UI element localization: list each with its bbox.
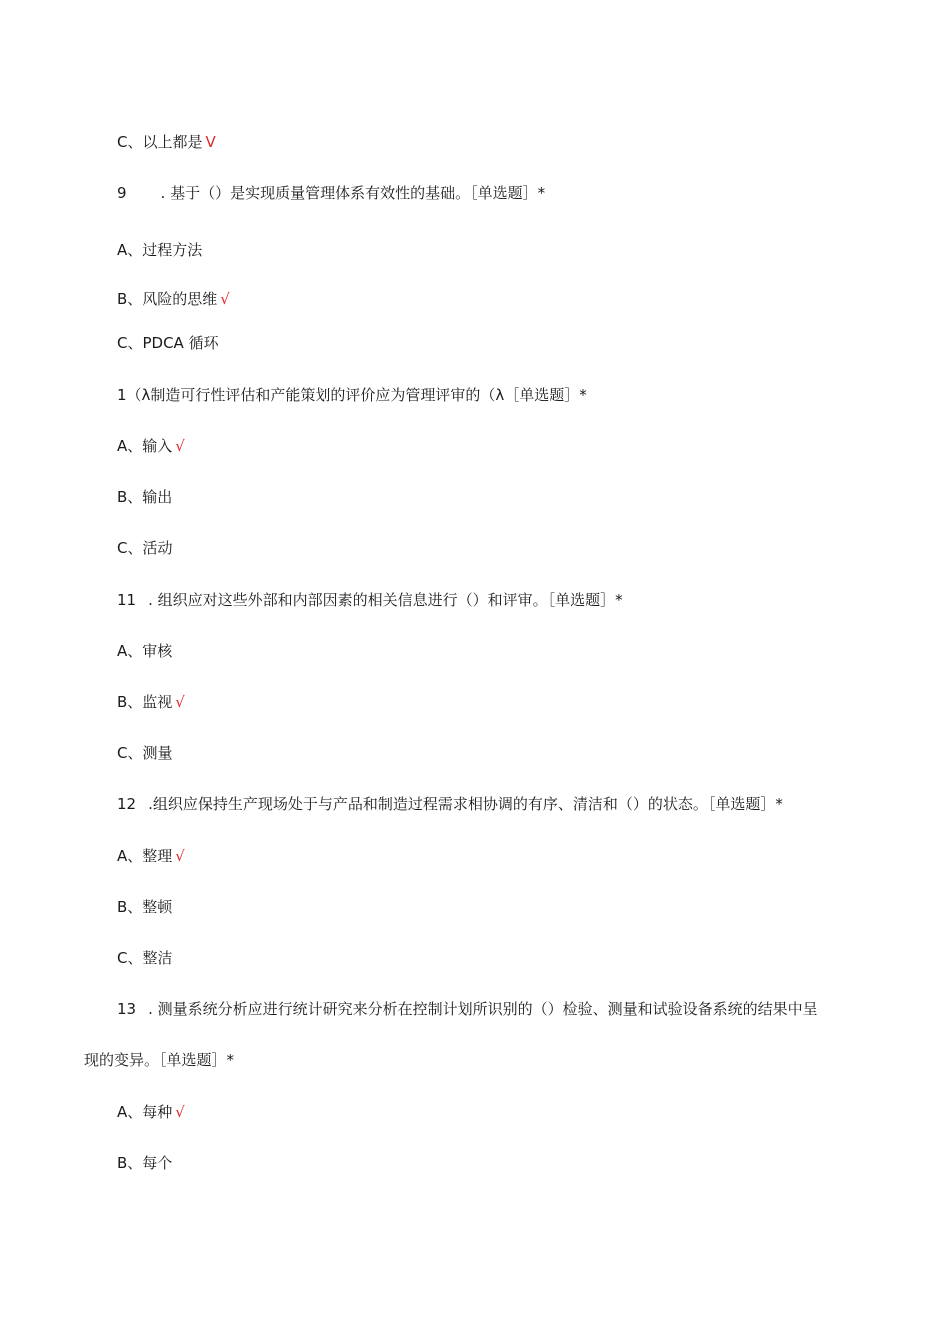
option-c: C、PDCA 循环 bbox=[117, 334, 219, 352]
answer-mark: √ bbox=[175, 1103, 185, 1121]
option-c: C、整洁 bbox=[117, 949, 173, 967]
option-c: C、活动 bbox=[117, 539, 173, 557]
question-number: 12 bbox=[117, 795, 137, 813]
question-text: . 测量系统分析应进行统计研究来分析在控制计划所识别的（）检验、测量和试验设备系统的结果中呈 bbox=[148, 1000, 818, 1018]
option-b: B、整顿 bbox=[117, 898, 173, 916]
question-number: 9 bbox=[117, 184, 127, 202]
question-13-continuation: 现的变异。［单选题］* bbox=[84, 1051, 235, 1069]
question-9 bbox=[117, 183, 545, 203]
question-13 bbox=[117, 999, 818, 1019]
option-c: C、测量 bbox=[117, 744, 173, 762]
option-a: A、输入 √ bbox=[117, 437, 185, 455]
question-number: 11 bbox=[117, 591, 137, 609]
question-text: . 组织应对这些外部和内部因素的相关信息进行（）和评审。［单选题］* bbox=[148, 591, 623, 609]
option-a: A、每种 √ bbox=[117, 1103, 185, 1121]
option-a: A、审核 bbox=[117, 642, 173, 660]
question-11 bbox=[117, 590, 623, 610]
option-a: A、过程方法 bbox=[117, 241, 203, 259]
option-a: A、整理 √ bbox=[117, 847, 185, 865]
question-text: .组织应保持生产现场处于与产品和制造过程需求相协调的有序、清洁和（）的状态。［单选题］* bbox=[148, 795, 783, 813]
option-b: B、风险的思维 √ bbox=[117, 290, 230, 308]
option-c-all-above: C、以上都是 V bbox=[117, 133, 216, 151]
question-text: 1（λ制造可行性评估和产能策划的评价应为管理评审的（λ［单选题］* bbox=[117, 386, 587, 404]
option-b: B、每个 bbox=[117, 1154, 173, 1172]
option-b: B、输出 bbox=[117, 488, 173, 506]
question-10 bbox=[117, 385, 587, 405]
answer-mark: √ bbox=[220, 290, 230, 308]
answer-mark: √ bbox=[175, 693, 185, 711]
question-12 bbox=[117, 794, 783, 814]
option-b: B、监视 √ bbox=[117, 693, 185, 711]
answer-mark: V bbox=[205, 133, 216, 151]
question-number: 13 bbox=[117, 1000, 137, 1018]
question-text: . 基于（）是实现质量管理体系有效性的基础。［单选题］* bbox=[160, 184, 546, 202]
answer-mark: √ bbox=[175, 437, 185, 455]
answer-mark: √ bbox=[175, 847, 185, 865]
